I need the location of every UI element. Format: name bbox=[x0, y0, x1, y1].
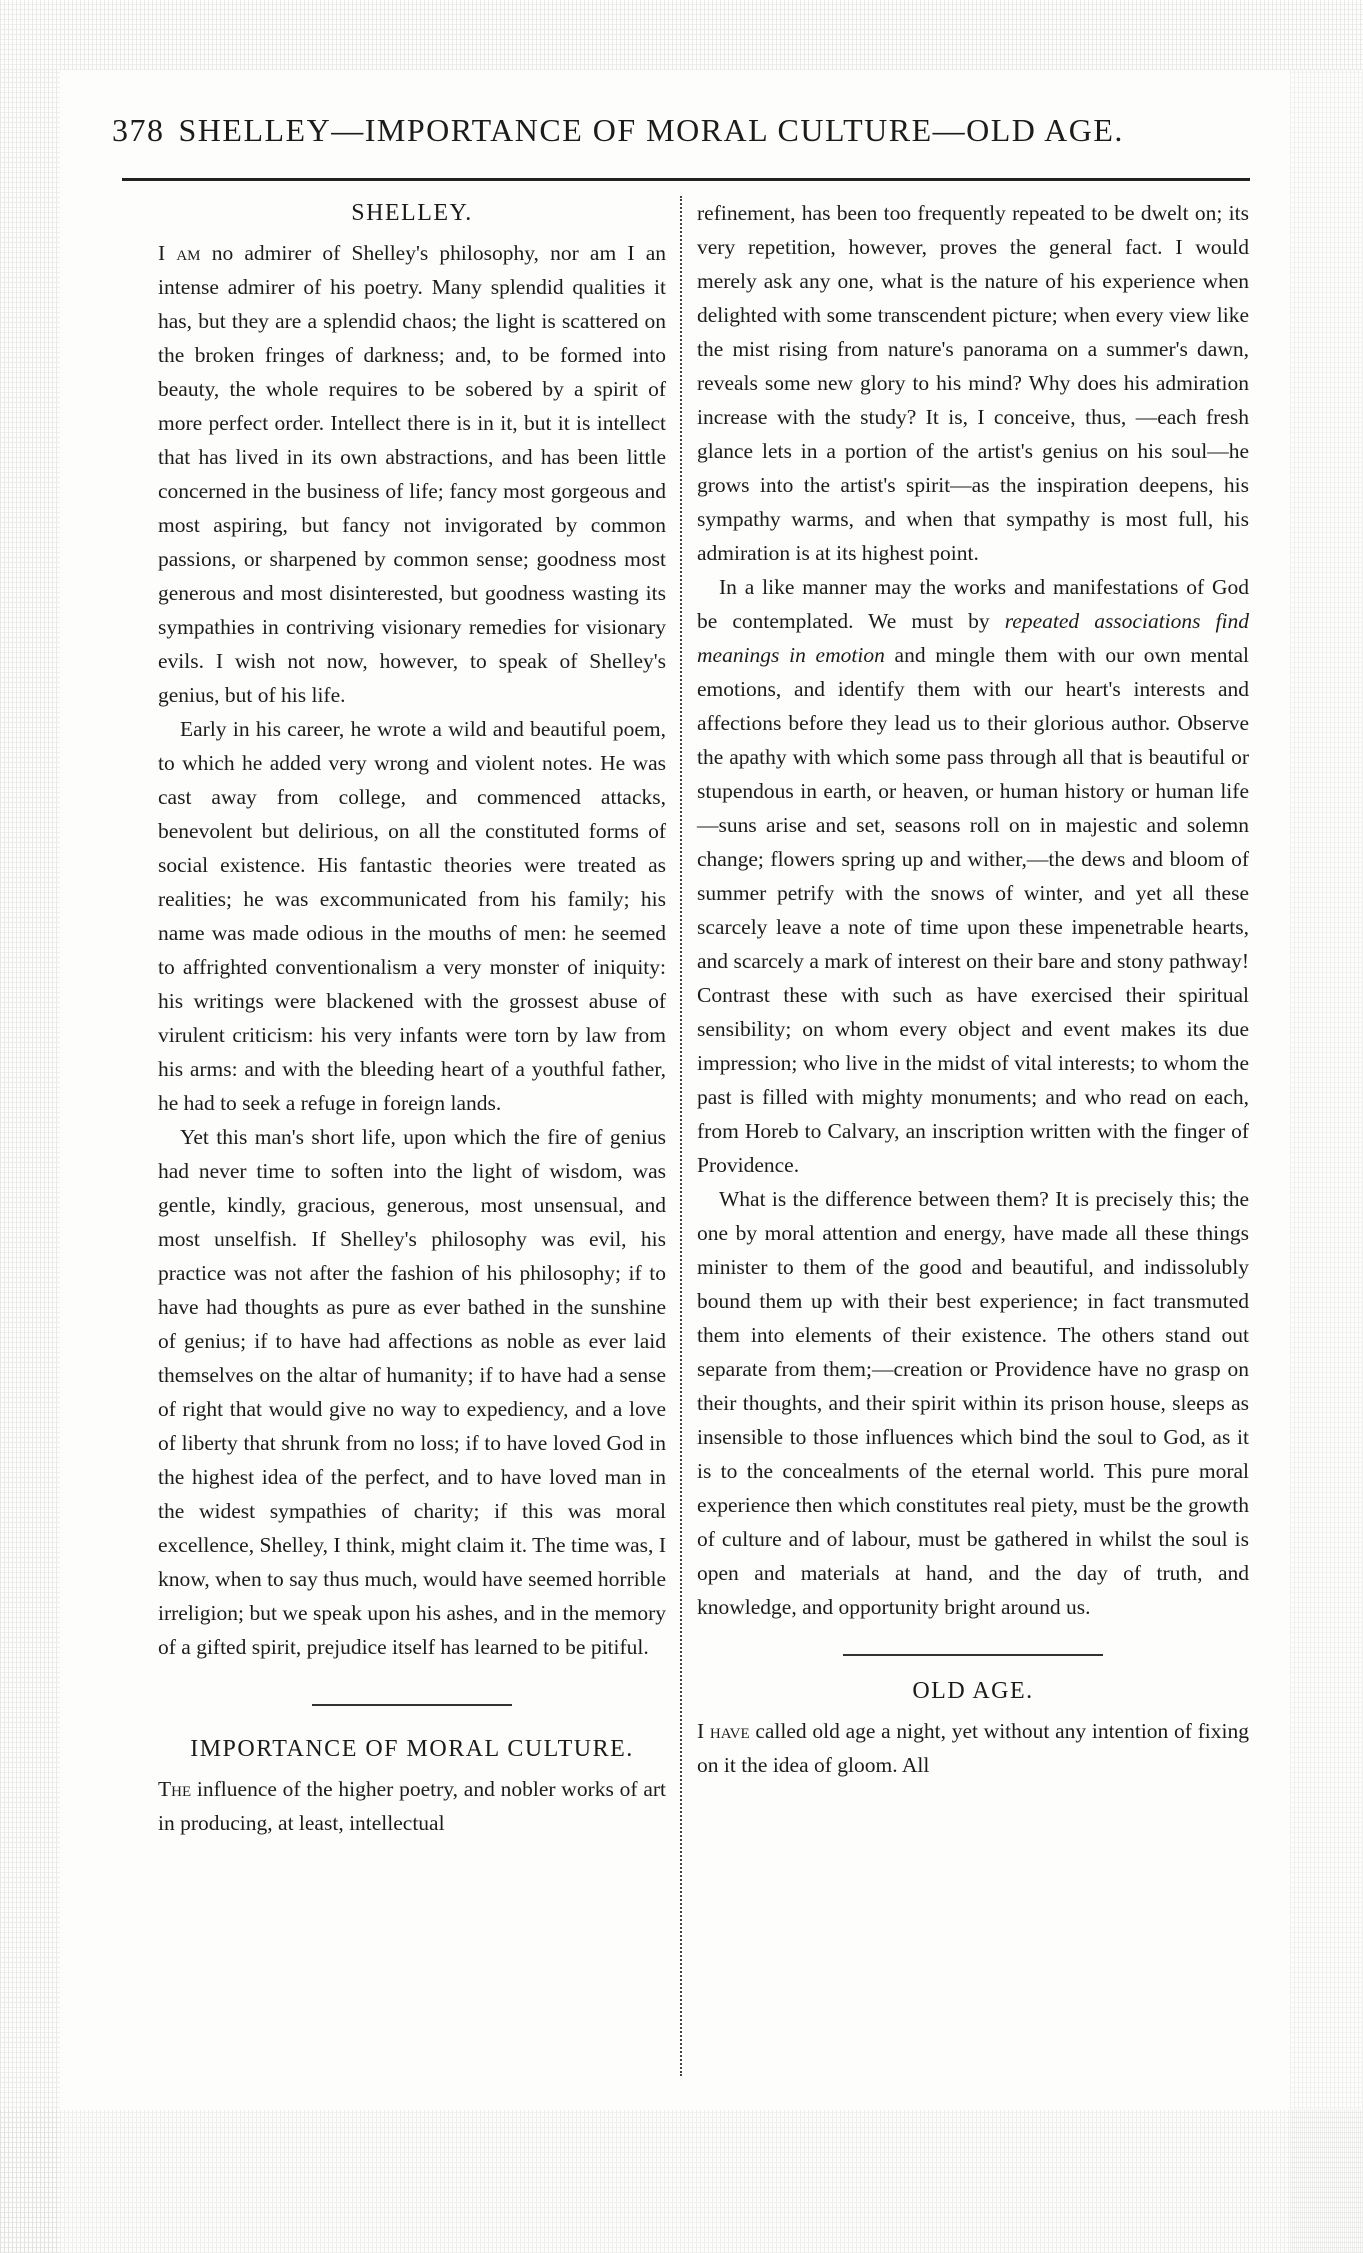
header-rule bbox=[122, 178, 1250, 181]
shelley-heading: SHELLEY. bbox=[351, 200, 473, 226]
scan-noise-right bbox=[1290, 70, 1363, 2253]
section-separator bbox=[312, 1704, 512, 1706]
shelley-paragraph-1 bbox=[158, 236, 666, 712]
moral-p2-part-a: In a like manner may the works and manifestations of God be contemplated. We must by bbox=[697, 575, 1249, 633]
scan-noise-bottom bbox=[0, 2110, 1363, 2253]
scan-noise-top bbox=[0, 0, 1363, 70]
right-column bbox=[697, 196, 1249, 1782]
section-separator-right bbox=[843, 1654, 1103, 1656]
moral-paragraph-1-start bbox=[158, 1772, 666, 1840]
moral-p1-text: influence of the higher poetry, and nobler works of art in producing, at least, intellectual bbox=[158, 1777, 666, 1835]
old-age-p1-text: called old age a night, yet without any intention of fixing on it the idea of gloom. All bbox=[697, 1719, 1250, 1777]
moral-paragraph-2 bbox=[697, 570, 1249, 1182]
moral-paragraph-3: What is the difference between them? It is precisely this; the one by moral attention and energy, have made all these things minister to them of the good and beautiful, and indissolubly bound them up with their best experience; in fact transmuted them into elements of their existence. The others stand out separate from them;—creation or Providence have no grasp on their thoughts, and their spirit within its prison house, sleeps as insensible to those influences which bind the soul to God, as it is to the concealments of the eternal world. This pure moral experience then which constitutes real piety, must be the growth of culture and of labour, must be gathered in whilst the soul is open and materials at hand, and the day of truth, and knowledge, and opportunity bright around us. bbox=[697, 1187, 1249, 1619]
old-age-paragraph-1 bbox=[697, 1714, 1249, 1782]
scan-noise-left bbox=[0, 70, 60, 2253]
shelley-paragraph-2: Early in his career, he wrote a wild and beautiful poem, to which he added very wrong and violent notes. He was cast away from college, and commenced attacks, benevolent but delirious, on all the constituted forms of social existence. His fantastic theories were treated as realities; he was excommunicated from his family; his name was made odious in the mouths of men: he seemed to affrighted conventionalism a very monster of iniquity: his writings were blackened with the grossest abuse of virulent criticism: his very infants were torn by law from his arms: and with the bleeding heart of a youthful father, he had to seek a refuge in foreign lands. bbox=[158, 717, 666, 1115]
moral-p2-part-b: and mingle them with our own mental emotions, and identify them with our heart's interests and affections before they lead us to their glorious author. Observe the apathy with which some pass through all that is beautiful or stupendous in earth, or heaven, or human history or human life—suns arise and set, seasons roll on in majestic and solemn change; flowers spring up and wither,—the dews and bloom of summer petrify with the snows of winter, and yet all these scarcely leave a note of time upon these impenetrable hearts, and scarcely a mark of interest on their bare and stony pathway! Contrast these with such as have exercised their spiritual sensibility; on whom every object and event makes its due impression; who live in the midst of vital interests; to whom the past is filled with mighty monuments; and who read on each, from Horeb to Calvary, an inscription written with the finger of Providence. bbox=[697, 643, 1249, 1177]
shelley-p1-text: no admirer of Shelley's philosophy, nor am I an intense admirer of his poetry. Many splendid qualities it has, but they are a splendid chaos; the light is scattered on the broken fringes of darkness; and, to be formed into beauty, the whole requires to be sobered by a spirit of more perfect order. Intellect there is in it, but it is intellect that has lived in its own abstractions, and has been little concerned in the business of life; fancy most gorgeous and most aspiring, but fancy not invigorated by common passions, or sharpened by common sense; goodness most generous and most disinterested, but goodness wasting its sympathies in contriving visionary remedies for visionary evils. I wish not now, however, to speak of Shelley's genius, but of his life. bbox=[158, 241, 667, 707]
running-title: SHELLEY—IMPORTANCE OF MORAL CULTURE—OLD AGE. bbox=[178, 112, 1124, 148]
page-number: 378 bbox=[112, 112, 165, 148]
old-age-p1-lead: I have bbox=[697, 1719, 750, 1743]
moral-p2-emphasis: repeated associations find meanings in emotion bbox=[697, 609, 1249, 667]
moral-culture-heading: IMPORTANCE OF MORAL CULTURE. bbox=[190, 1736, 634, 1762]
column-divider bbox=[680, 196, 682, 2076]
shelley-paragraph-3: Yet this man's short life, upon which the fire of genius had never time to soften into the light of wisdom, was gentle, kindly, gracious, generous, most unsensual, and most unselfish. If Shelley's philosophy was evil, his practice was not after the fashion of his philosophy; if to have had thoughts as pure as ever bathed in the sunshine of genius; if to have had affections as noble as ever laid themselves on the altar of humanity; if to have had a sense of right that would give no way to expediency, and a love of liberty that shrunk from no loss; if to have loved God in the highest idea of the perfect, and to have loved man in the widest sympathies of charity; if this was moral excellence, Shelley, I think, might claim it. The time was, I know, when to say thus much, would have seemed horrible irreligion; but we speak upon his ashes, and in the memory of a gifted spirit, prejudice itself has learned to be pitiful. bbox=[158, 1125, 666, 1659]
moral-p1-lead: The bbox=[158, 1777, 192, 1801]
left-column bbox=[158, 196, 666, 1840]
shelley-p1-lead: I am bbox=[158, 241, 201, 265]
running-header bbox=[112, 112, 1252, 149]
old-age-heading: OLD AGE. bbox=[912, 1678, 1034, 1704]
moral-paragraph-1-continued: refinement, has been too frequently repeated to be dwelt on; its very repetition, however, proves the general fact. I would merely ask any one, what is the nature of his experience when delighted with some transcendent picture; when every view like the mist rising from nature's panorama on a summer's dawn, reveals some new glory to his mind? Why does his admiration increase with the study? It is, I conceive, thus, —each fresh glance lets in a portion of the artist's genius on his soul—he grows into the artist's spirit—as the inspiration deepens, his sympathy warms, and when that sympathy is most full, his admiration is at its highest point. bbox=[697, 201, 1249, 565]
